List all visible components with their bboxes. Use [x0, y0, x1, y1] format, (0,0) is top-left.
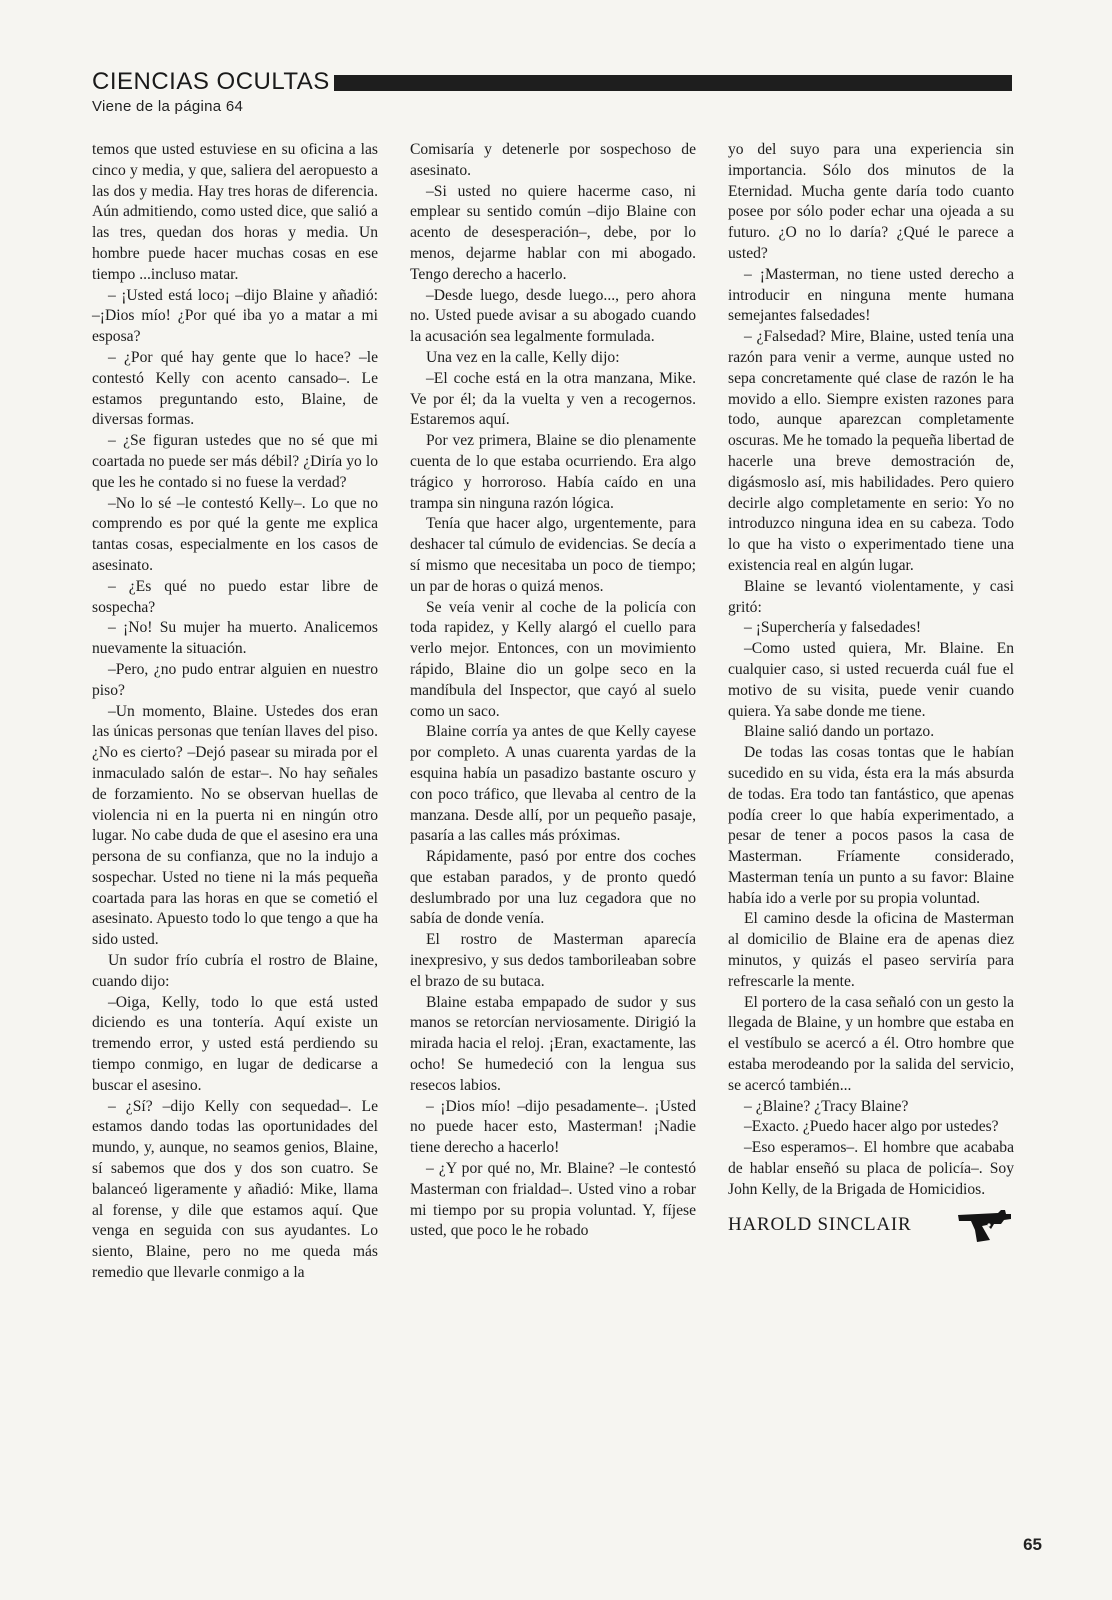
paragraph: –No lo sé –le contestó Kelly–. Lo que no comprendo es por qué la gente me explica tantas cosas, especialmente en los casos de asesinato. — [92, 494, 378, 574]
column-1 — [92, 140, 378, 1284]
paragraph: Se veía venir al coche de la policía con toda rapidez, y Kelly alargó el cuello para verlo mejor. Entonces, con un movimiento rápido, Blaine dio un golpe seco en la mandíbula del Inspector, que cayó al suelo como un saco. — [410, 598, 696, 720]
paragraph: – ¿Por qué hay gente que lo hace? –le contestó Kelly con acento cansado–. Le estamos preguntando esto, Blaine, de diversas formas. — [92, 348, 378, 429]
author-name: HAROLD SINCLAIR — [728, 1214, 912, 1236]
paragraph: Un sudor frío cubría el rostro de Blaine, cuando dijo: — [92, 952, 378, 990]
paragraph: De todas las cosas tontas que le habían sucedido en su vida, ésta era la más absurda de todas. Era todo tan fantástico, que apenas podía creer lo que había experimentado, a pesar de tener a pocos pasos la casa de Masterman. Fríamente considerado, Masterman tenía un punto a su favor: Blaine había ido a verle por su propia voluntad. — [728, 744, 1014, 907]
paragraph: Blaine salió dando un portazo. — [744, 723, 935, 741]
paragraph: Blaine estaba empapado de sudor y sus manos se retorcían nerviosamente. Dirigió la mirada hacia el reloj. ¡Eran, exactamente, las ocho! Se humedeció con la lengua sus resecos labios. — [410, 993, 696, 1094]
paragraph: – ¡Dios mío! –dijo pesadamente–. ¡Usted no puede hacer esto, Masterman! ¡Nadie tiene derecho a hacerlo! — [410, 1097, 696, 1157]
paragraph: Tenía que hacer algo, urgentemente, para deshacer tal cúmulo de evidencias. Se decía a sí mismo que necesitaba un poco de tiempo; un par de horas o quizá menos. — [410, 515, 696, 595]
revolver-icon — [954, 1209, 1014, 1243]
paragraph: El portero de la casa señaló con un gesto la llegada de Blaine, y un hombre que estaba en el vestíbulo se acercó a él. Otro hombre que estaba merodeando por la salida del servicio, se acercó también... — [728, 993, 1014, 1094]
article-body — [92, 140, 1012, 1470]
page-header — [92, 64, 1012, 94]
author-signature — [728, 1209, 1014, 1243]
paragraph: El rostro de Masterman aparecía inexpresivo, y sus dedos tamborileaban sobre el brazo de su butaca. — [410, 931, 696, 990]
section-title: CIENCIAS OCULTAS — [92, 68, 330, 95]
paragraph: –Pero, ¿no pudo entrar alguien en nuestro piso? — [92, 660, 378, 699]
paragraph: –Desde luego, desde luego..., pero ahora no. Usted puede avisar a su abogado cuando la acusación sea legalmente formulada. — [410, 286, 696, 346]
paragraph: Blaine corría ya antes de que Kelly cayese por completo. A unas cuarenta yardas de la esquina había un pasadizo bastante oscuro y con poco tráfico, que llevaba al centro de la manzana. Desde allí, por un pequeño pasaje, pasaría a las calles más próximas. — [410, 723, 696, 845]
paragraph: – ¿Sí? –dijo Kelly con sequedad–. Le estamos dando todas las oportunidades del mundo, y, aunque, no seamos genios, Blaine, sí sabemos que dos y dos son cuatro. Se balanceó ligeramente y añadió: Mike, llama al forense, y dile que estamos aquí. Que venga en seguida con sus ayudantes. Lo siento, Blaine, pero no me queda más remedio que llevarle conmigo a la — [92, 1097, 378, 1282]
continued-from-note: Viene de la página 64 — [92, 98, 244, 115]
paragraph: Comisaría y detenerle por sospechoso de asesinato. — [410, 141, 696, 179]
paragraph: –Si usted no quiere hacerme caso, ni emplear su sentido común –dijo Blaine con acento de desesperación–, debe, por lo menos, dejarme hablar con mi abogado. Tengo derecho a hacerlo. — [410, 182, 696, 283]
paragraph: –Eso esperamos–. El hombre que acababa de hablar enseñó su placa de policía–. Soy John Kelly, de la Brigada de Homicidios. — [728, 1139, 1014, 1198]
paragraph: –Un momento, Blaine. Ustedes dos eran las únicas personas que tenían llaves del piso. ¿No es cierto? –Dejó pasear su mirada por el inmaculado salón de estar–. No hay señales de forzamiento. No se observan huellas de violencia ni en la puerta ni en ningún otro lugar. No cabe duda de que el asesino era una persona de su confianza, que no la indujo a sospechar. Usted no tiene ni la más pequeña coartada para las horas en que se cometió el asesinato. Apuesto todo lo que tengo a que ha sido usted. — [92, 702, 378, 949]
column-3 — [728, 140, 1014, 1243]
paragraph: – ¡Superchería y falsedades! — [744, 619, 922, 637]
paragraph: –Exacto. ¿Puedo hacer algo por ustedes? — [744, 1118, 999, 1136]
header-rule — [334, 75, 1012, 91]
paragraph: Blaine se levantó violentamente, y casi gritó: — [728, 577, 1014, 616]
paragraph: yo del suyo para una experiencia sin importancia. Sólo dos minutos de la Eternidad. Mucha gente daría todo cuanto posee por sólo poder echar una ojeada a su futuro. ¿O no lo daría? ¿Qué le parece a usted? — [728, 141, 1014, 262]
paragraph: – ¡No! Su mujer ha muerto. Analicemos nuevamente la situación. — [92, 619, 378, 658]
column-2 — [410, 140, 696, 1242]
paragraph: –Como usted quiera, Mr. Blaine. En cualquier caso, si usted recuerda cuál fue el motivo de su visita, puede venir cuando quiera. Ya sabe donde me tiene. — [728, 640, 1014, 720]
paragraph: temos que usted estuviese en su oficina a las cinco y media, y que, saliera del aeropuesto a las dos y media. Hay tres horas de diferencia. Aún admitiendo, como usted dice, que salió a las tres, quedan dos horas y media. Un hombre puede hacer muchas cosas en ese tiempo ...incluso matar. — [92, 141, 378, 283]
paragraph: – ¿Es qué no puedo estar libre de sospecha? — [92, 577, 378, 616]
paragraph: Por vez primera, Blaine se dio plenamente cuenta de lo que estaba ocurriendo. Era algo trágico y horroroso. Había caído en una trampa sin ninguna razón lógica. — [410, 432, 696, 512]
paragraph: –El coche está en la otra manzana, Mike. Ve por él; da la vuelta y ven a recogernos. Estaremos aquí. — [410, 369, 696, 429]
paragraph: – ¡Usted está loco¡ –dijo Blaine y añadió: –¡Dios mío! ¿Por qué iba yo a matar a mi esposa? — [92, 286, 378, 346]
paragraph: –Oiga, Kelly, todo lo que está usted diciendo es una tontería. Aquí existe un tremendo error, y usted está perdiendo su tiempo conmigo, en lugar de dedicarse a buscar el asesino. — [92, 993, 378, 1094]
paragraph: – ¿Falsedad? Mire, Blaine, usted tenía una razón para venir a verme, aunque usted no sepa concretamente qué clase de razón le ha movido a ello. Siempre existen razones para todo, aunque aparezcan completamente oscuras. Me he tomado la pequeña libertad de hacerle una breve demostración de, digásmoslo así, mis habilidades. Pero quiero decirle algo completamente en serio: Yo no introduzco ninguna idea en su cabeza. Todo lo que ha visto o experimentado tiene una existencia real en algún lugar. — [728, 328, 1014, 574]
paragraph: Rápidamente, pasó por entre dos coches que estaban parados, y de pronto quedó deslumbrado por una luz cegadora que no sabía de donde venía. — [410, 848, 696, 928]
paragraph: – ¿Se figuran ustedes que no sé que mi coartada no puede ser más débil? ¿Diría yo lo que les he contado si no fuese la verdad? — [92, 432, 378, 491]
paragraph: – ¡Masterman, no tiene usted derecho a introducir en ninguna mente humana semejantes falsedades! — [728, 265, 1014, 325]
paragraph: – ¿Y por qué no, Mr. Blaine? –le contestó Masterman con frialdad–. Usted vino a robar mi tiempo por su propia voluntad. Y, fíjese usted, que poco le he robado — [410, 1160, 696, 1240]
page-number: 65 — [1023, 1535, 1042, 1554]
paragraph: Una vez en la calle, Kelly dijo: — [426, 348, 620, 366]
paragraph: El camino desde la oficina de Masterman al domicilio de Blaine era de apenas diez minutos, y quizás el paseo serviría para refrescarle la mente. — [728, 910, 1014, 990]
paragraph: – ¿Blaine? ¿Tracy Blaine? — [744, 1097, 909, 1115]
